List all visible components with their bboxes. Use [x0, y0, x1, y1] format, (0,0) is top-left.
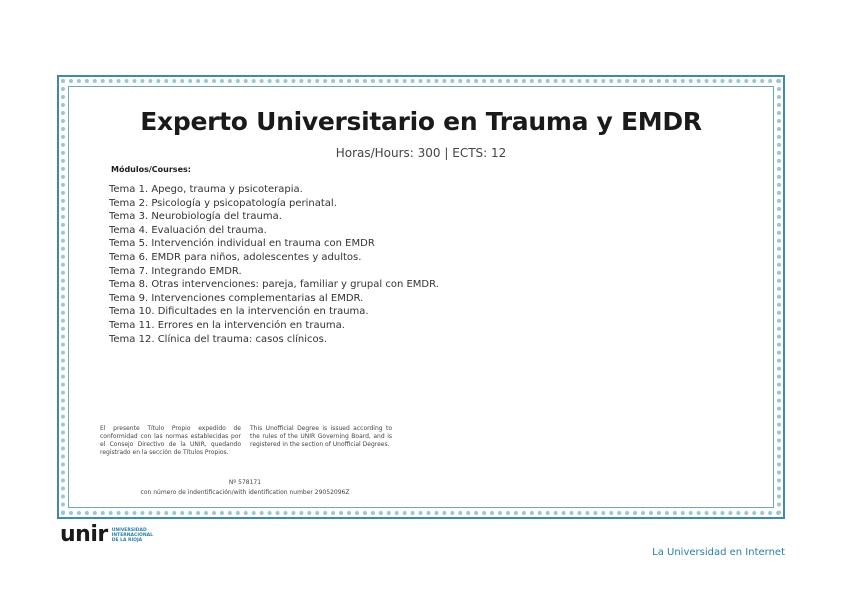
- list-item: Tema 10. Dificultades en la intervención en trauma.: [109, 306, 369, 318]
- modules-heading: Módulos/Courses:: [111, 165, 191, 174]
- list-item: Tema 11. Errores en la intervención en trauma.: [109, 319, 345, 331]
- list-item: Tema 2. Psicología y psicopatología perinatal.: [109, 197, 337, 209]
- logo-subtitle: [112, 528, 153, 543]
- identification-number: con número de indentificación/with identification number 29052096Z: [140, 489, 350, 496]
- legal-text-spanish: El presente Título Propio expedido de conformidad con las normas establecidas por el Consejo Directivo de la UNIR, quedando registrado en la sección de Títulos Propios.: [100, 425, 241, 456]
- logo-subtitle-line: UNIVERSIDAD: [111, 527, 147, 533]
- hours-ects-line: Horas/Hours: 300 | ECTS: 12: [335, 146, 507, 160]
- list-item: Tema 3. Neurobiología del trauma.: [109, 211, 282, 223]
- footer-tagline: La Universidad en Internet: [652, 547, 785, 558]
- list-item: Tema 9. Intervenciones complementarias al EMDR.: [109, 292, 364, 304]
- legal-text-english: This Unofficial Degree is issued according to the rules of the UNIR Governing Board, and is registered in the section of Unofficial Degrees.: [250, 425, 392, 448]
- module-list: [109, 183, 439, 346]
- unir-logo: [60, 524, 153, 546]
- list-item: Tema 5. Intervención individual en trauma con EMDR: [109, 238, 375, 250]
- list-item: Tema 12. Clínica del trauma: casos clínicos.: [109, 333, 328, 345]
- list-item: Tema 4. Evaluación del trauma.: [109, 224, 267, 236]
- logo-wordmark: unir: [60, 522, 108, 547]
- list-item: Tema 6. EMDR para niños, adolescentes y adultos.: [109, 251, 362, 263]
- certificate-number: Nº 578171: [228, 479, 262, 486]
- list-item: Tema 1. Apego, trauma y psicoterapia.: [109, 184, 303, 195]
- list-item: Tema 8. Otras intervenciones: pareja, familiar y grupal con EMDR.: [109, 279, 439, 291]
- logo-subtitle-line: INTERNACIONAL: [111, 532, 153, 538]
- list-item: Tema 7. Integrando EMDR.: [109, 265, 242, 277]
- certificate-title: Experto Universitario en Trauma y EMDR: [140, 107, 702, 136]
- logo-subtitle-line: DE LA RIOJA: [111, 537, 143, 543]
